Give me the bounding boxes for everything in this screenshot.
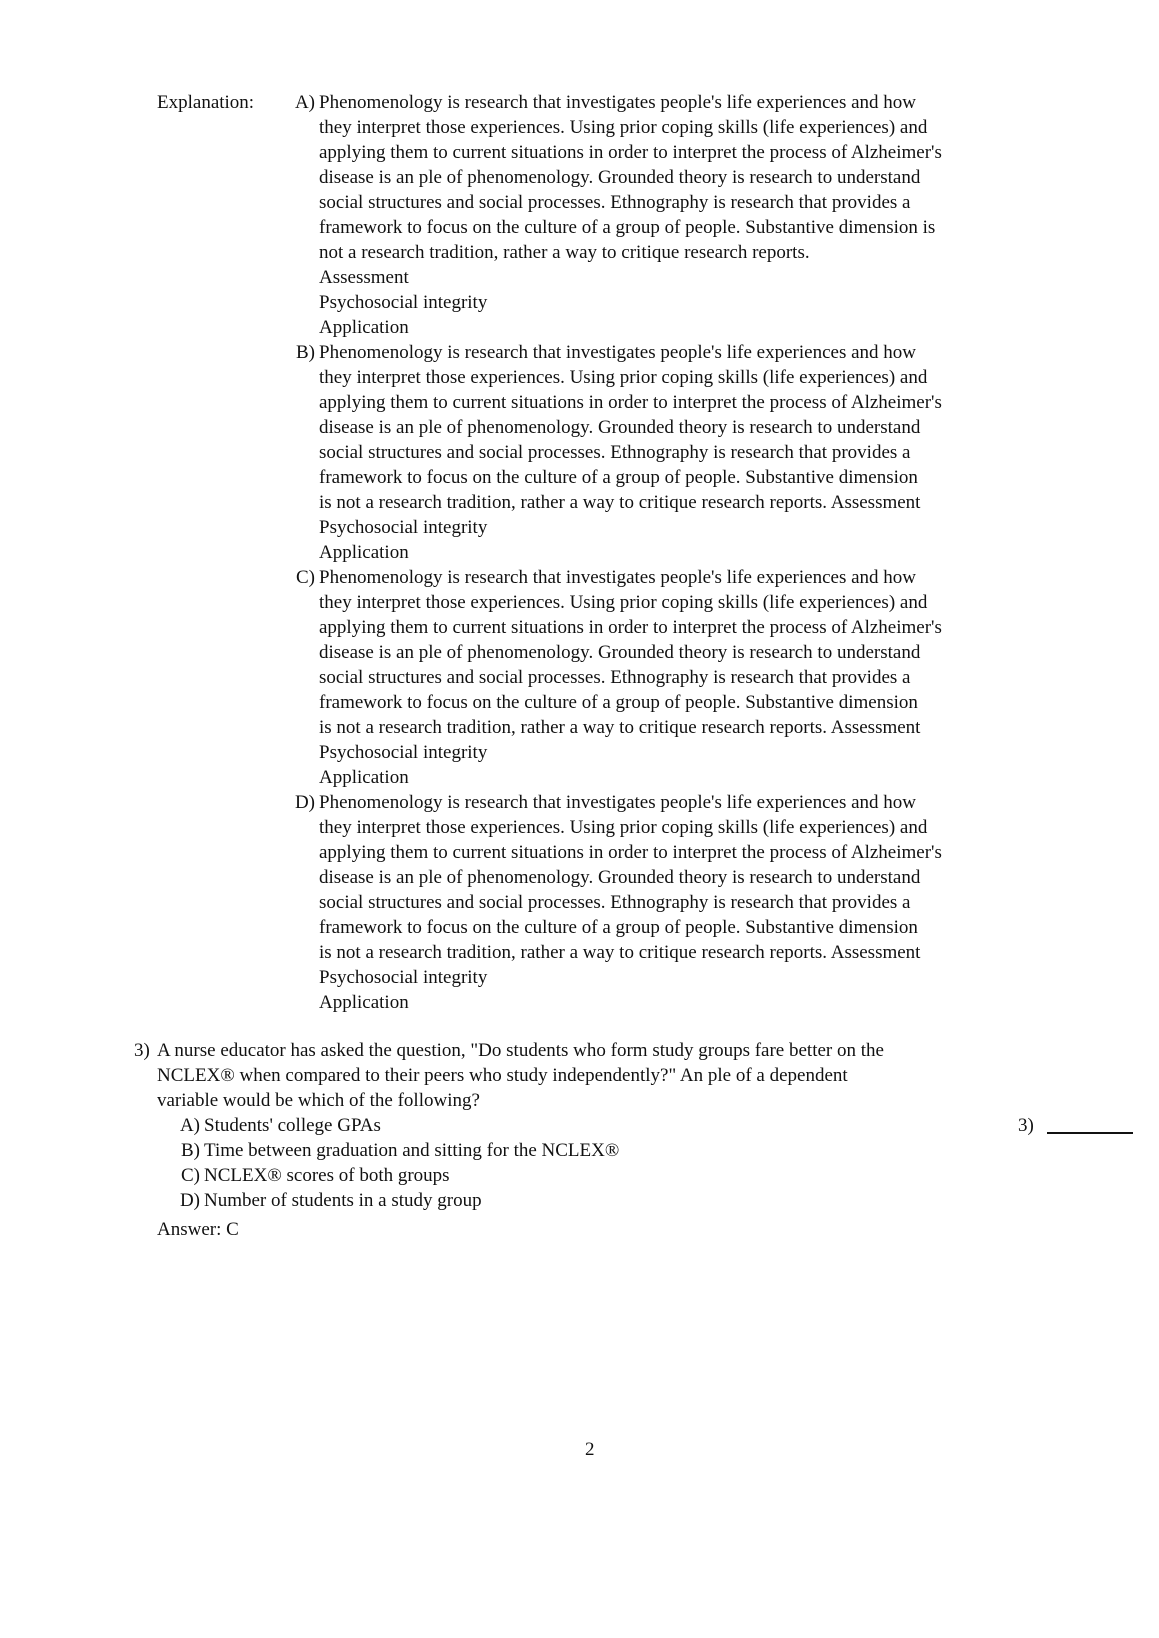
question-option-c-letter: C) bbox=[181, 1165, 200, 1186]
explanation-line: applying them to current situations in order to interpret the process of Alzheimer's bbox=[319, 842, 942, 863]
explanation-option-c-letter: C) bbox=[296, 567, 315, 588]
category-tag: Psychosocial integrity bbox=[319, 742, 488, 763]
category-tag: Psychosocial integrity bbox=[319, 292, 488, 313]
explanation-line: Phenomenology is research that investigates people's life experiences and how bbox=[319, 792, 916, 813]
explanation-line: framework to focus on the culture of a group of people. Substantive dimension bbox=[319, 917, 918, 938]
explanation-option-b-letter: B) bbox=[296, 342, 315, 363]
category-tag: Application bbox=[319, 317, 409, 338]
explanation-line: social structures and social processes. Ethnography is research that provides a bbox=[319, 192, 911, 213]
question-option-b: Time between graduation and sitting for the NCLEX® bbox=[204, 1140, 620, 1161]
question-line: NCLEX® when compared to their peers who study independently?" An ple of a dependent bbox=[157, 1065, 848, 1086]
explanation-line: disease is an ple of phenomenology. Grounded theory is research to understand bbox=[319, 167, 921, 188]
question-line: variable would be which of the following? bbox=[157, 1090, 480, 1111]
explanation-line: is not a research tradition, rather a way to critique research reports. Assessment bbox=[319, 717, 921, 738]
question-option-d-letter: D) bbox=[179, 1190, 200, 1211]
explanation-line: is not a research tradition, rather a way to critique research reports. Assessment bbox=[319, 492, 921, 513]
explanation-line: they interpret those experiences. Using prior coping skills (life experiences) and bbox=[319, 817, 928, 838]
explanation-line: disease is an ple of phenomenology. Grounded theory is research to understand bbox=[319, 867, 921, 888]
explanation-line: social structures and social processes. Ethnography is research that provides a bbox=[319, 667, 911, 688]
explanation-label: Explanation: bbox=[157, 92, 255, 113]
explanation-line: they interpret those experiences. Using prior coping skills (life experiences) and bbox=[319, 592, 928, 613]
explanation-line: disease is an ple of phenomenology. Grounded theory is research to understand bbox=[319, 417, 921, 438]
category-tag: Assessment bbox=[319, 267, 409, 288]
explanation-option-b bbox=[319, 340, 1019, 565]
question-line: A nurse educator has asked the question, "Do students who form study groups fare better on the bbox=[157, 1040, 884, 1061]
explanation-line: is not a research tradition, rather a way to critique research reports. Assessment bbox=[319, 942, 921, 963]
category-tag: Application bbox=[319, 767, 409, 788]
explanation-line: framework to focus on the culture of a group of people. Substantive dimension is bbox=[319, 217, 936, 238]
explanation-option-a-letter: A) bbox=[294, 92, 315, 113]
answer-blank-line[interactable] bbox=[1047, 1132, 1133, 1134]
explanation-line: not a research tradition, rather a way to critique research reports. bbox=[319, 242, 810, 263]
explanation-line: applying them to current situations in order to interpret the process of Alzheimer's bbox=[319, 617, 942, 638]
explanation-line: disease is an ple of phenomenology. Grounded theory is research to understand bbox=[319, 642, 921, 663]
category-tag: Application bbox=[319, 542, 409, 563]
explanation-line: social structures and social processes. Ethnography is research that provides a bbox=[319, 892, 911, 913]
explanation-option-d bbox=[319, 790, 1019, 1015]
explanation-option-c bbox=[319, 565, 1019, 790]
category-tag: Psychosocial integrity bbox=[319, 967, 488, 988]
explanation-line: Phenomenology is research that investigates people's life experiences and how bbox=[319, 567, 916, 588]
question-option-d: Number of students in a study group bbox=[204, 1190, 482, 1211]
category-tag: Psychosocial integrity bbox=[319, 517, 488, 538]
question-number: 3) bbox=[134, 1040, 150, 1061]
explanation-line: Phenomenology is research that investigates people's life experiences and how bbox=[319, 92, 916, 113]
explanation-line: social structures and social processes. Ethnography is research that provides a bbox=[319, 442, 911, 463]
explanation-line: applying them to current situations in order to interpret the process of Alzheimer's bbox=[319, 142, 942, 163]
answer-text: Answer: C bbox=[157, 1219, 239, 1240]
question-option-b-letter: B) bbox=[181, 1140, 200, 1161]
page-number: 2 bbox=[585, 1439, 595, 1460]
category-tag: Application bbox=[319, 992, 409, 1013]
explanation-option-a bbox=[319, 90, 1019, 340]
explanation-line: framework to focus on the culture of a group of people. Substantive dimension bbox=[319, 467, 918, 488]
question-stem bbox=[157, 1038, 977, 1113]
question-option-a: Students' college GPAs bbox=[204, 1115, 381, 1136]
explanation-line: framework to focus on the culture of a group of people. Substantive dimension bbox=[319, 692, 918, 713]
question-option-a-letter: A) bbox=[179, 1115, 200, 1136]
explanation-line: Phenomenology is research that investigates people's life experiences and how bbox=[319, 342, 916, 363]
explanation-option-d-letter: D) bbox=[294, 792, 315, 813]
question-option-c: NCLEX® scores of both groups bbox=[204, 1165, 450, 1186]
answer-blank-number: 3) bbox=[1018, 1115, 1034, 1136]
explanation-line: applying them to current situations in order to interpret the process of Alzheimer's bbox=[319, 392, 942, 413]
explanation-line: they interpret those experiences. Using prior coping skills (life experiences) and bbox=[319, 117, 928, 138]
explanation-line: they interpret those experiences. Using prior coping skills (life experiences) and bbox=[319, 367, 928, 388]
